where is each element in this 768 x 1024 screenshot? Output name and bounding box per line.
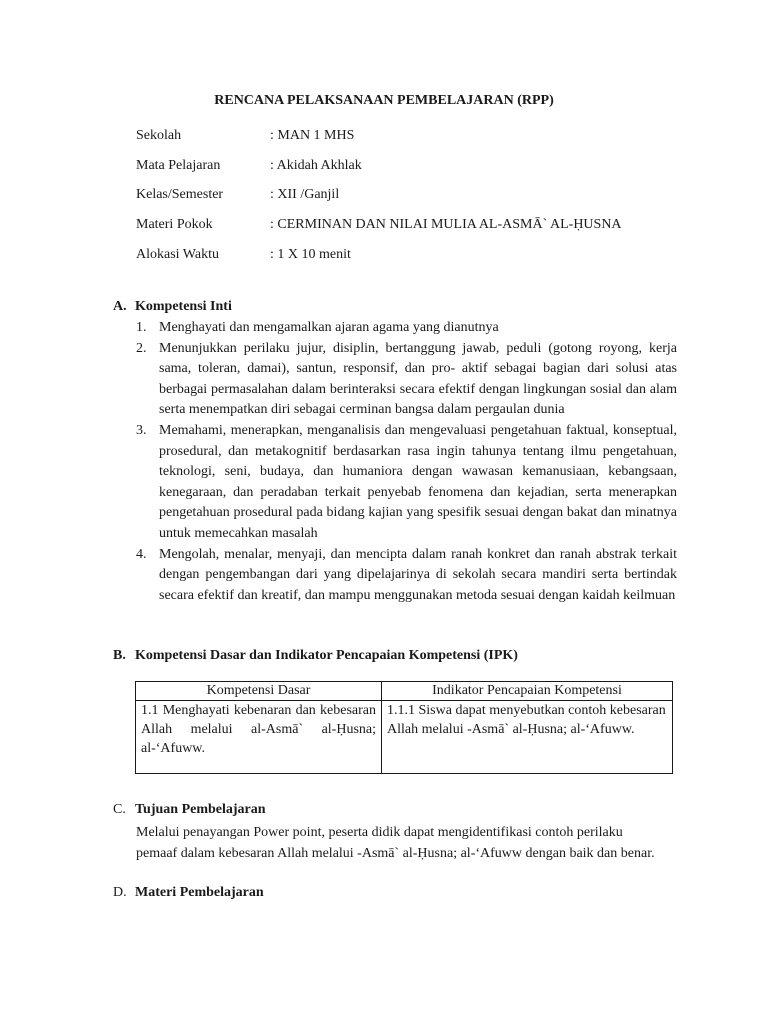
table-header: Indikator Pencapaian Kompetensi: [382, 682, 673, 701]
section-title: Materi Pembelajaran: [135, 885, 264, 900]
kd-ipk-table: [135, 681, 673, 774]
list-number: 2.: [136, 340, 147, 356]
list-text: Memahami, menerapkan, menganalisis dan mengevaluasi pengetahuan faktual, konseptual, prosedural, dan metakognitif berdasarkan rasa ingin tahunya tentang ilmu pengetahuan, teknologi, seni, budaya, dan humaniora dengan wawasan kemanusiaan, kebangsaan, kenegaraan, dan peradaban terkait penyebab fenomena dan kejadian, serta menerapkan pengetahuan prosedural pada bidang kajian yang spesifik sesuai dengan bakat dan minatnya untuk memecahkan masalah: [159, 422, 677, 541]
info-value: : Akidah Akhlak: [270, 157, 362, 173]
list-text: Mengolah, menalar, menyaji, dan mencipta dalam ranah konkret dan ranah abstrak terkait dengan pengembangan dari yang dipelajarinya di sekolah secara mandiri serta bertindak secara efektif dan kreatif, dan mampu menggunakan metoda sesuai dengan kaidah keilmuan: [159, 546, 677, 603]
info-value: : MAN 1 MHS: [270, 127, 355, 143]
section-title: Kompetensi Inti: [135, 299, 232, 314]
info-label: Mata Pelajaran: [136, 157, 221, 173]
info-label: Sekolah: [136, 127, 182, 143]
table-cell: 1.1.1 Siswa dapat menyebutkan contoh kebesaran Allah melalui -Asmā` al-Ḥusna; al-‘Afuww.: [382, 701, 673, 774]
info-label: Kelas/Semester: [136, 187, 224, 203]
section-letter: A.: [113, 299, 127, 314]
info-row-kelas-semester: [136, 181, 622, 211]
document-title: RENCANA PELAKSANAAN PEMBELAJARAN (RPP): [214, 93, 554, 108]
list-item: [136, 545, 677, 607]
table-header-row: [136, 682, 673, 701]
tujuan-paragraph: Melalui penayangan Power point, peserta didik dapat mengidentifikasi contoh perilaku pemaaf dalam kebesaran Allah melalui -Asmā` al-Ḥusna; al-‘Afuww dengan baik dan benar.: [136, 825, 655, 861]
info-label: Materi Pokok: [136, 217, 213, 233]
list-number: 3.: [136, 422, 147, 438]
identity-block: [136, 121, 622, 270]
list-text: Menghayati dan mengamalkan ajaran agama yang dianutnya: [159, 320, 499, 335]
section-letter: B.: [113, 648, 126, 663]
table-row: [136, 701, 673, 774]
info-row-sekolah: [136, 121, 622, 151]
section-d-heading: [113, 885, 264, 901]
section-letter: D.: [113, 885, 127, 900]
info-value: : 1 X 10 menit: [270, 247, 351, 263]
kompetensi-inti-list: [136, 318, 677, 606]
section-b-heading: [113, 648, 518, 664]
section-c-heading: [113, 802, 266, 818]
info-row-materi-pokok: [136, 210, 622, 240]
table-cell: 1.1 Menghayati kebenaran dan kebesaran Allah melalui al-Asmā` al-Ḥusna; al-‘Afuww.: [136, 701, 382, 774]
list-number: 1.: [136, 320, 147, 335]
info-label: Alokasi Waktu: [136, 247, 219, 263]
table-header: Kompetensi Dasar: [136, 682, 382, 701]
list-text: Menunjukkan perilaku jujur, disiplin, bertanggung jawab, peduli (gotong royong, kerja sama, toleran, damai), santun, responsif, dan pro- aktif sebagai bagian dari solusi atas berbagai permasalahan dalam berinteraksi secara efektif dengan lingkungan sosial dan alam serta menempatkan diri sebagai cerminan bangsa dalam pergaulan dunia: [159, 340, 677, 418]
list-number: 4.: [136, 546, 147, 562]
info-value: : XII /Ganjil: [270, 187, 340, 203]
section-letter: C.: [113, 802, 126, 817]
section-a-heading: [113, 299, 232, 315]
list-item: [136, 421, 677, 545]
list-item: [136, 339, 677, 421]
section-title: Tujuan Pembelajaran: [135, 802, 266, 817]
info-row-mata-pelajaran: [136, 151, 622, 181]
list-item: [136, 318, 677, 339]
section-title: Kompetensi Dasar dan Indikator Pencapaian Kompetensi (IPK): [135, 648, 518, 663]
info-value: : CERMINAN DAN NILAI MULIA AL-ASMĀ` AL-ḤUSNA: [270, 217, 622, 233]
info-row-alokasi-waktu: [136, 240, 622, 270]
